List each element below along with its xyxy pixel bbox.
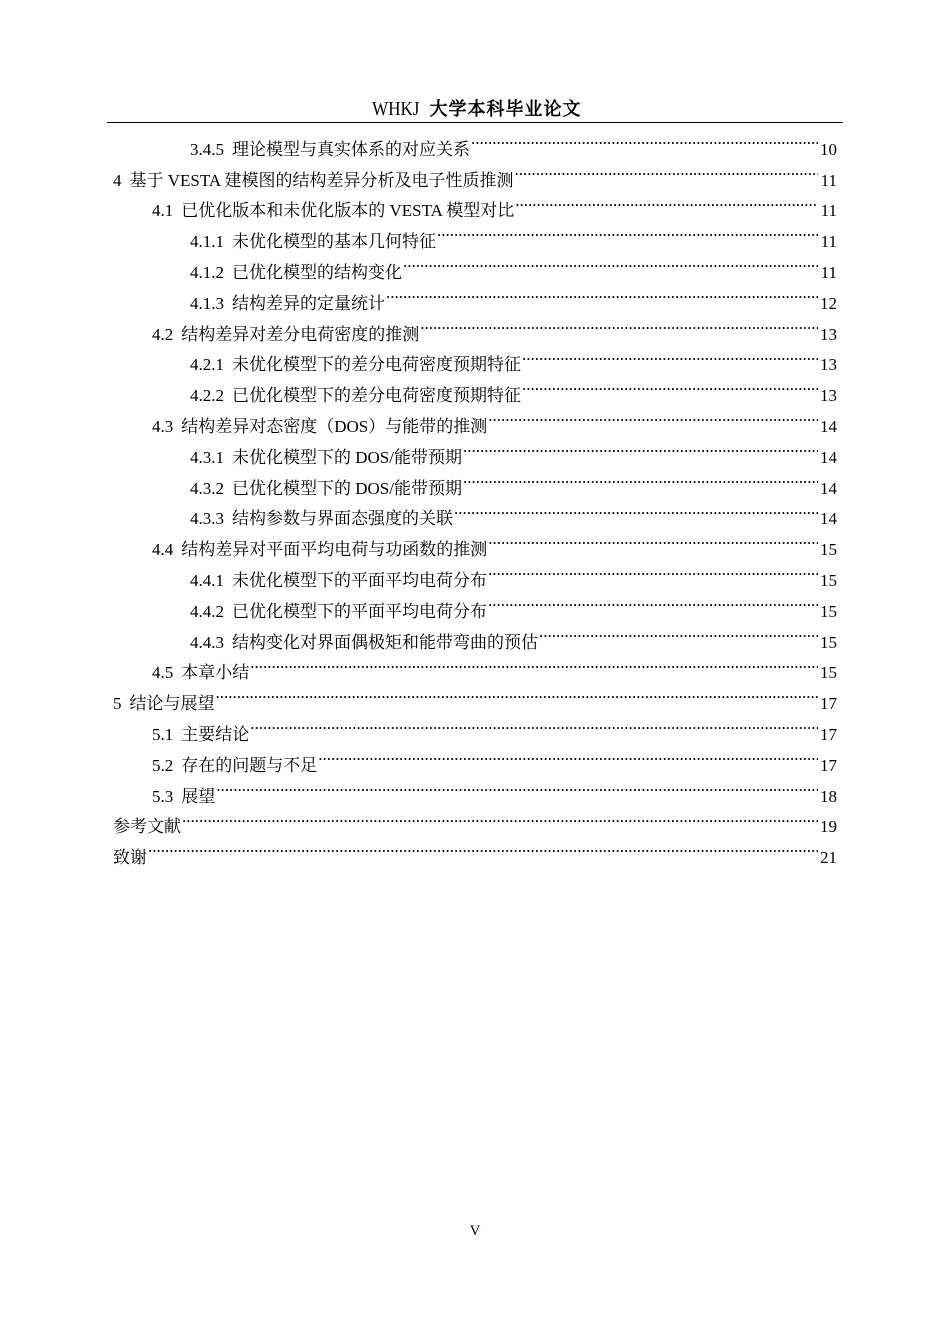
toc-entry-page: 17: [820, 694, 837, 714]
toc-entry-page: 13: [820, 386, 837, 406]
toc-entry-number: 4.1.2: [190, 262, 224, 282]
toc-entry-number: 4.4.3: [190, 632, 224, 652]
toc-dot-leader: [318, 740, 818, 771]
toc-entry-number: 4: [113, 170, 122, 190]
toc-dot-leader: [463, 432, 818, 463]
toc-entry[interactable]: [113, 678, 837, 714]
toc-dot-leader: [515, 186, 818, 217]
toc-entry-number: 4.1.3: [190, 293, 224, 313]
toc-entry-page: 11: [820, 232, 837, 252]
toc-entry-number: 5.2: [152, 755, 174, 775]
toc-dot-leader: [216, 771, 818, 802]
toc-dot-leader: [488, 524, 818, 555]
toc-entry-page: 13: [820, 324, 837, 344]
toc-entry-page: 21: [820, 848, 837, 868]
toc-entry-title: 已优化模型的结构变化: [232, 262, 402, 282]
toc-entry-title: 已优化模型下的 DOS/能带预期: [232, 478, 462, 498]
toc-dot-leader: [437, 216, 818, 247]
toc-entry-page: 17: [820, 755, 837, 775]
toc-entry-page: 11: [820, 262, 837, 282]
toc-entry-title: 参考文献: [113, 817, 181, 837]
toc-entry[interactable]: [113, 124, 837, 159]
header-brand: WHKJ: [372, 98, 420, 120]
toc-dot-leader: [522, 340, 818, 371]
table-of-contents: [113, 124, 837, 868]
toc-entry-number: 4.3.1: [190, 447, 224, 467]
toc-entry[interactable]: [113, 709, 837, 744]
toc-entry-page: 10: [820, 139, 837, 159]
toc-entry-page: 11: [820, 201, 837, 221]
toc-entry-number: 4.3: [152, 416, 174, 436]
toc-entry-number: 4.3.2: [190, 478, 224, 498]
toc-dot-leader: [420, 309, 818, 340]
toc-entry-page: 15: [820, 632, 837, 652]
toc-entry-number: 4.2.1: [190, 355, 224, 375]
toc-entry-title: 未优化模型的基本几何特征: [232, 232, 436, 252]
toc-dot-leader: [488, 401, 818, 432]
toc-dot-leader: [182, 802, 818, 833]
toc-entry-title: 主要结论: [181, 724, 250, 744]
toc-dot-leader: [250, 648, 818, 679]
toc-entry-title: 未优化模型下的平面平均电荷分布: [232, 570, 487, 590]
toc-entry-title: 展望: [181, 786, 216, 806]
toc-entry-title: 结论与展望: [129, 694, 215, 714]
toc-entry-title: 结构变化对界面偶极矩和能带弯曲的预估: [232, 632, 538, 652]
toc-entry-number: 4.4.1: [190, 570, 224, 590]
toc-entry-title: 未优化模型下的差分电荷密度预期特征: [232, 355, 521, 375]
toc-entry-title: 未优化模型下的 DOS/能带预期: [232, 447, 462, 467]
toc-entry-title: 结构差异对态密度（DOS）与能带的推测: [181, 416, 488, 436]
toc-entry-title: 本章小结: [181, 663, 250, 683]
toc-entry-number: 4.1.1: [190, 232, 224, 252]
toc-dot-leader: [539, 617, 818, 648]
toc-entry-number: 4.3.3: [190, 509, 224, 529]
toc-entry-page: 12: [820, 293, 837, 313]
toc-entry-number: 4.4.2: [190, 601, 224, 621]
toc-entry-page: 15: [820, 540, 837, 560]
toc-entry-page: 14: [820, 509, 837, 529]
header-title: 大学本科毕业论文: [429, 99, 582, 120]
toc-entry-title: 理论模型与真实体系的对应关系: [232, 139, 470, 159]
toc-entry-page: 14: [820, 447, 837, 467]
toc-entry-page: 13: [820, 355, 837, 375]
toc-entry-title: 已优化模型下的差分电荷密度预期特征: [232, 386, 521, 406]
toc-entry-number: 4.5: [152, 663, 174, 683]
toc-entry-page: 17: [820, 724, 837, 744]
toc-entry-number: 4.2: [152, 324, 174, 344]
toc-entry[interactable]: [113, 832, 837, 868]
toc-entry-number: 4.4: [152, 540, 174, 560]
page-header: [107, 96, 843, 123]
toc-entry-number: 3.4.5: [190, 139, 224, 159]
toc-dot-leader: [454, 494, 818, 525]
toc-dot-leader: [386, 278, 818, 309]
toc-dot-leader: [403, 247, 818, 278]
toc-entry-page: 15: [820, 663, 837, 683]
toc-dot-leader: [216, 678, 819, 709]
toc-entry-title: 基于 VESTA 建模图的结构差异分析及电子性质推测: [129, 170, 514, 190]
toc-entry-page: 11: [820, 170, 837, 190]
toc-entry-page: 19: [820, 817, 837, 837]
toc-entry-page: 14: [820, 478, 837, 498]
toc-dot-leader: [148, 832, 818, 863]
toc-entry-page: 15: [820, 570, 837, 590]
toc-dot-leader: [522, 370, 818, 401]
toc-dot-leader: [488, 555, 818, 586]
toc-entry-title: 结构差异的定量统计: [232, 293, 385, 313]
toc-dot-leader: [463, 463, 818, 494]
toc-dot-leader: [250, 709, 818, 740]
toc-entry-number: 5.1: [152, 724, 174, 744]
toc-entry-title: 致谢: [113, 848, 147, 868]
toc-entry-number: 4.1: [152, 201, 174, 221]
toc-entry-title: 结构参数与界面态强度的关联: [232, 509, 453, 529]
toc-entry[interactable]: [113, 771, 837, 806]
toc-entry-number: 5: [113, 694, 122, 714]
toc-entry-page: 14: [820, 416, 837, 436]
toc-dot-leader: [488, 586, 818, 617]
toc-dot-leader: [471, 124, 818, 155]
page-number: V: [469, 1223, 481, 1239]
toc-entry-number: 4.2.2: [190, 386, 224, 406]
toc-entry-title: 已优化版本和未优化版本的 VESTA 模型对比: [181, 201, 515, 221]
toc-entry-title: 存在的问题与不足: [181, 755, 318, 775]
toc-entry-page: 15: [820, 601, 837, 621]
toc-entry-title: 已优化模型下的平面平均电荷分布: [232, 601, 487, 621]
toc-dot-leader: [514, 155, 818, 186]
toc-entry-page: 18: [820, 786, 837, 806]
toc-entry-title: 结构差异对差分电荷密度的推测: [181, 324, 420, 344]
toc-entry-number: 5.3: [152, 786, 174, 806]
toc-entry-title: 结构差异对平面平均电荷与功函数的推测: [181, 540, 488, 560]
toc-entry[interactable]: [113, 802, 837, 837]
